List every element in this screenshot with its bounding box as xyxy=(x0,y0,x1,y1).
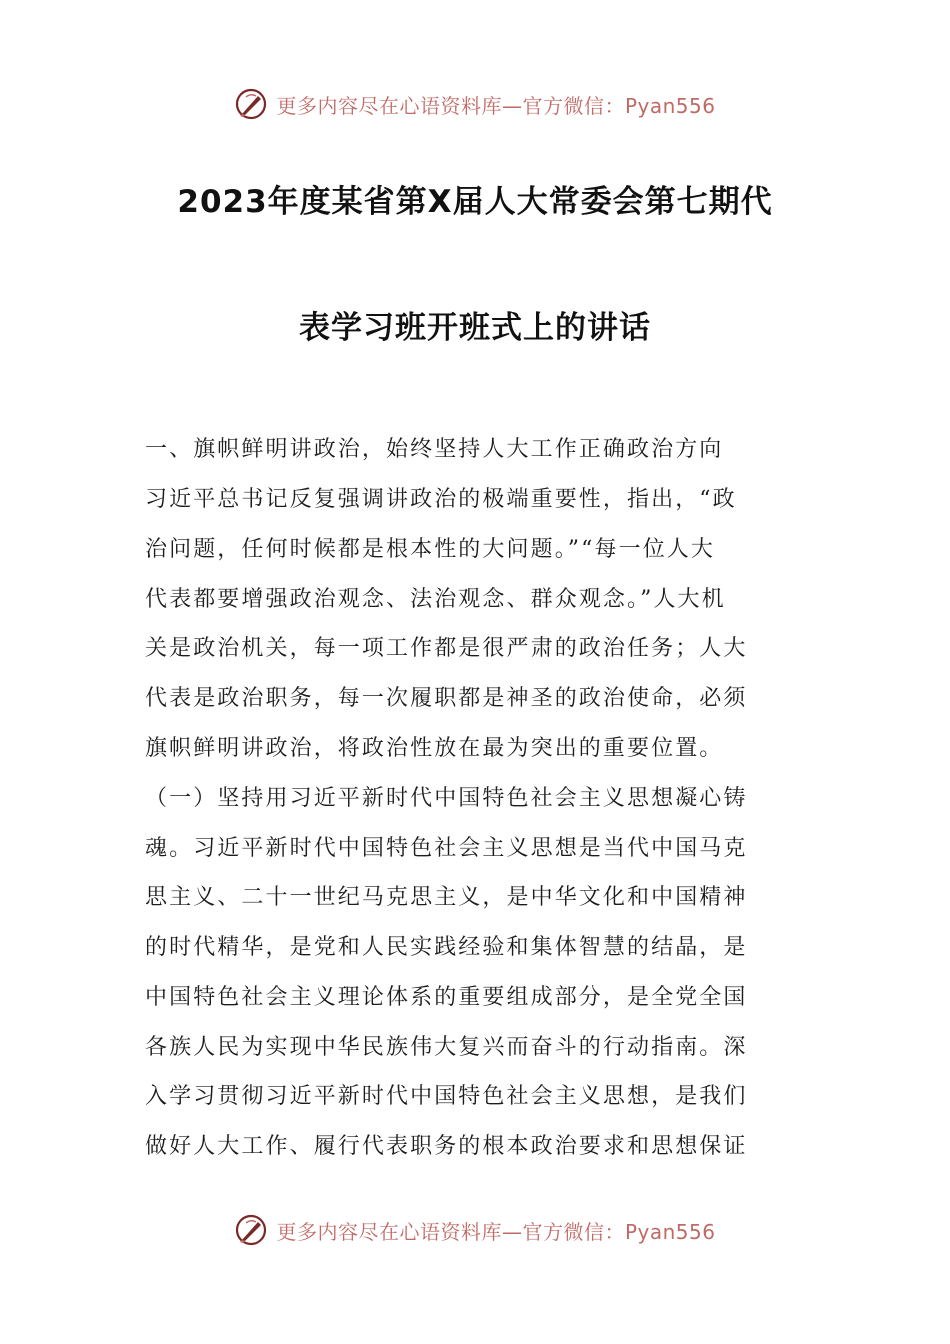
body-line: 旗帜鲜明讲政治，将政治性放在最为突出的重要位置。 xyxy=(145,736,724,761)
body-line: 代表是政治职务，每一次履职都是神圣的政治使命，必须 xyxy=(145,686,748,711)
body-line: 各族人民为实现中华民族伟大复兴而奋斗的行动指南。深 xyxy=(145,1035,748,1060)
pen-logo-icon xyxy=(234,87,268,121)
body-line: 入学习贯彻习近平新时代中国特色社会主义思想，是我们 xyxy=(145,1084,748,1109)
body-line: 中国特色社会主义理论体系的重要组成部分，是全党全国 xyxy=(145,985,748,1010)
body-line: 习近平总书记反复强调讲政治的极端重要性，指出，“政 xyxy=(145,487,737,512)
watermark-text: 更多内容尽在心语资料库—官方微信：Pyan556 xyxy=(276,1219,716,1244)
watermark-text: 更多内容尽在心语资料库—官方微信：Pyan556 xyxy=(276,93,716,118)
body-line: 的时代精华，是党和人民实践经验和集体智慧的结晶，是 xyxy=(145,935,748,960)
document-title-line-2: 表学习班开班式上的讲话 xyxy=(299,310,651,346)
pen-logo-icon xyxy=(234,1213,268,1247)
body-line: 思主义、二十一世纪马克思主义，是中华文化和中国精神 xyxy=(145,885,748,910)
body-line: 代表都要增强政治观念、法治观念、群众观念。”人大机 xyxy=(145,587,726,612)
header-watermark xyxy=(0,84,950,124)
body-line: 魂。习近平新时代中国特色社会主义思想是当代中国马克 xyxy=(145,836,748,861)
document-title-line-1: 2023年度某省第X届人大常委会第七期代 xyxy=(177,184,773,220)
body-line: 做好人大工作、履行代表职务的根本政治要求和思想保证 xyxy=(145,1134,748,1159)
body-line: 关是政治机关，每一项工作都是很严肃的政治任务；人大 xyxy=(145,636,748,661)
section-heading: 一、旗帜鲜明讲政治，始终坚持人大工作正确政治方向 xyxy=(145,437,724,462)
subsection-line: （一）坚持用习近平新时代中国特色社会主义思想凝心铸 xyxy=(145,786,748,811)
footer-watermark xyxy=(0,1210,950,1250)
body-line: 治问题，任何时候都是根本性的大问题。”“每一位人大 xyxy=(145,537,715,562)
